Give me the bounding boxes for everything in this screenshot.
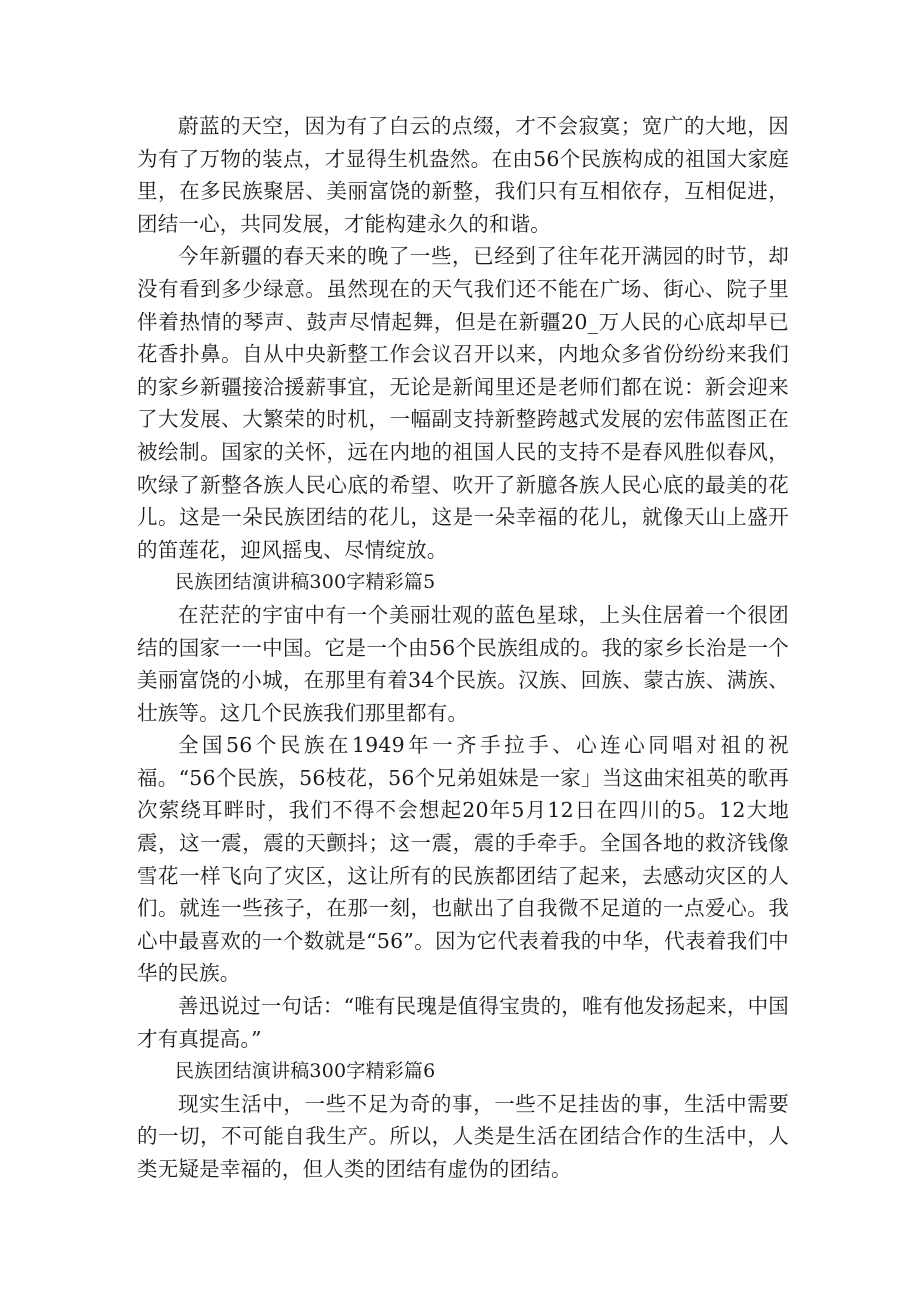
paragraph-reality: 现实生活中，一些不足为奇的事，一些不足挂齿的事，生活中需要的一切，不可能自我生产。所以，人类是生活在团结合作的生活中，人类无疑是幸福的，但人类的团结有虚伪的团结。 xyxy=(137,1091,789,1181)
paragraph-spring: 今年新疆的春天来的晚了一些，已经到了往年花开满园的时节，却没有看到多少绿意。虽然现在的天气我们还不能在广场、街心、院子里伴着热情的琴声、鼓声尽情起舞，但是在新疆20_万人民的心底却早已花香扑鼻。自从中央新整工作会议召开以来，内地众多省份纷纷来我们的家乡新疆接洽援薪事宜，无论是新闻里还是老师们都在说：新会迎来了大发展、大繁荣的时机，一幅副支持新整跨越式发展的宏伟蓝图正在被绘制。国家的关怀，远在内地的祖国人民的支持不是春风胜似春风，吹绿了新整各族人民心底的希望、吹开了新臆各族人民心底的最美的花儿。这是一朵民族团结的花儿，这是一朵幸福的花儿，就像天山上盛开的笛莲花，迎风摇曳、尽情绽放。 xyxy=(137,244,789,562)
paragraph-56-nations: 全国56个民族在1949年一齐手拉手、心连心同唱对祖的祝福。“56个民族，56枝花，56个兄弟姐妹是一家」当这曲宋祖英的歌再次萦绕耳畔时，我们不得不会想起20年5月12日在四川的5。12大地震，这一震，震的天颤抖；这一震，震的手牵手。全国各地的救济钱像雪花一样飞向了灾区，这让所有的民族都团结了起来，去感动灾区的人们。就连一些孩子，在那一刻，也献出了自我微不足道的一点爱心。我心中最喜欢的一个数就是“56”。因为它代表着我的中华，代表着我们中华的民族。 xyxy=(137,733,789,986)
paragraph-quote: 善迅说过一句话：“唯有民瑰是值得宝贵的，唯有他发扬起来，中国才有真提高。” xyxy=(137,994,789,1051)
document-body xyxy=(137,110,789,1186)
section-heading-6: 民族团结演讲稿300字精彩篇6 xyxy=(175,1060,436,1083)
section-heading-5: 民族团结演讲稿300字精彩篇5 xyxy=(175,571,436,594)
paragraph-sky: 蔚蓝的天空，因为有了白云的点缀，才不会寂寞；宽广的大地，因为有了万物的装点，才显得生机盎然。在由56个民族构成的祖国大家庭里，在多民族聚居、美丽富饶的新整，我们只有互相依存，互相促进，团结一心，共同发展，才能构建永久的和谐。 xyxy=(137,114,789,236)
paragraph-universe: 在茫茫的宇宙中有一个美丽壮观的蓝色星球，上头住居着一个很团结的国家一一中国。它是一个由56个民族组成的。我的家乡长治是一个美丽富饶的小城，在那里有着34个民族。汉族、回族、蒙古族、满族、壮族等。这几个民族我们那里都有。 xyxy=(137,602,789,725)
